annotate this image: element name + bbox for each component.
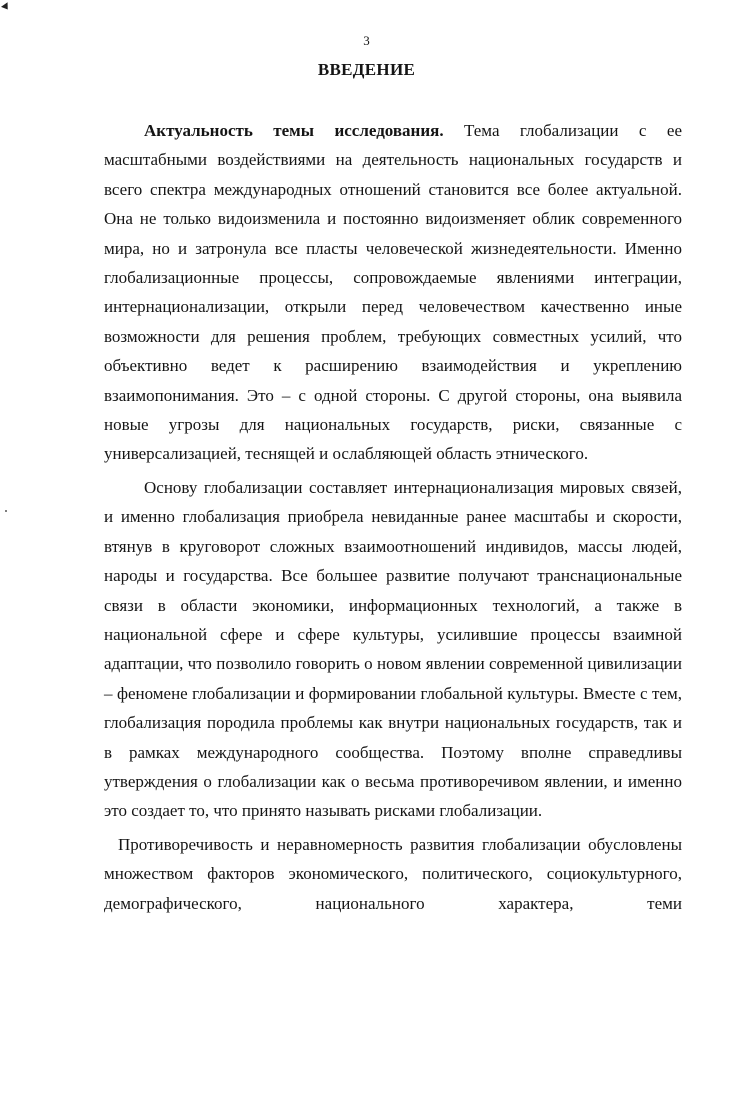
paragraph-relevance: [104, 116, 682, 469]
scan-speck: [5, 510, 7, 512]
page-number: 3: [363, 33, 370, 48]
paragraph-lead: Актуальность темы исследования.: [144, 121, 444, 140]
paragraph-text: Основу глобализации составляет интернационализация мировых связей, и именно глобализация приобрела невиданные ранее масштабы и скорости, втянув в круговорот сложных взаимоотношений индивидов, массы людей, народы и государства. Все большее развитие получают транснациональные связи в области экономики, информационных технологий, а также в национальной сфере и сфере культуры, усилившие процессы взаимной адаптации, что позволило говорить о новом явлении современной цивилизации – феномене глобализации и формировании глобальной культуры. Вместе с тем, глобализация породила проблемы как внутри национальных государств, так и в рамках международного сообщества. Поэтому вполне справедливы утверждения о глобализации как о весьма противоречивом явлении, и именно это создает то, что принято называть рисками глобализации.: [104, 477, 682, 821]
paragraph-text: Тема глобализации с ее масштабными воздействиями на деятельность национальных государств и всего спектра международных отношений становится все более актуальной. Она не только видоизменила и постоянно видоизменяет облик современного мира, но и затронула все пласты человеческой жизнедеятельности. Именно глобализационные процессы, сопровождаемые явлениями интеграции, интернационализации, открыли перед человечеством качественно иные возможности для решения проблем, требующих совместных усилий, что объективно ведет к расширению взаимодействия и укреплению взаимопонимания. Это – с одной стороны. С другой стороны, она выявила новые угрозы для национальных государств, риски, связанные с универсализацией, теснящей и ослабляющей область этнического.: [104, 121, 683, 464]
paragraph-text: Противоречивость и неравномерность развития глобализации обусловлены множеством факторов экономического, политического, социокультурного, демографического, национального характера, теми: [104, 834, 682, 913]
body-text: [104, 116, 682, 922]
paragraph-contradictions: [104, 830, 682, 918]
scan-corner-mark: [1, 2, 11, 12]
paragraph-globalization-basis: [104, 473, 682, 826]
page-title: ВВЕДЕНИЕ: [317, 60, 416, 79]
